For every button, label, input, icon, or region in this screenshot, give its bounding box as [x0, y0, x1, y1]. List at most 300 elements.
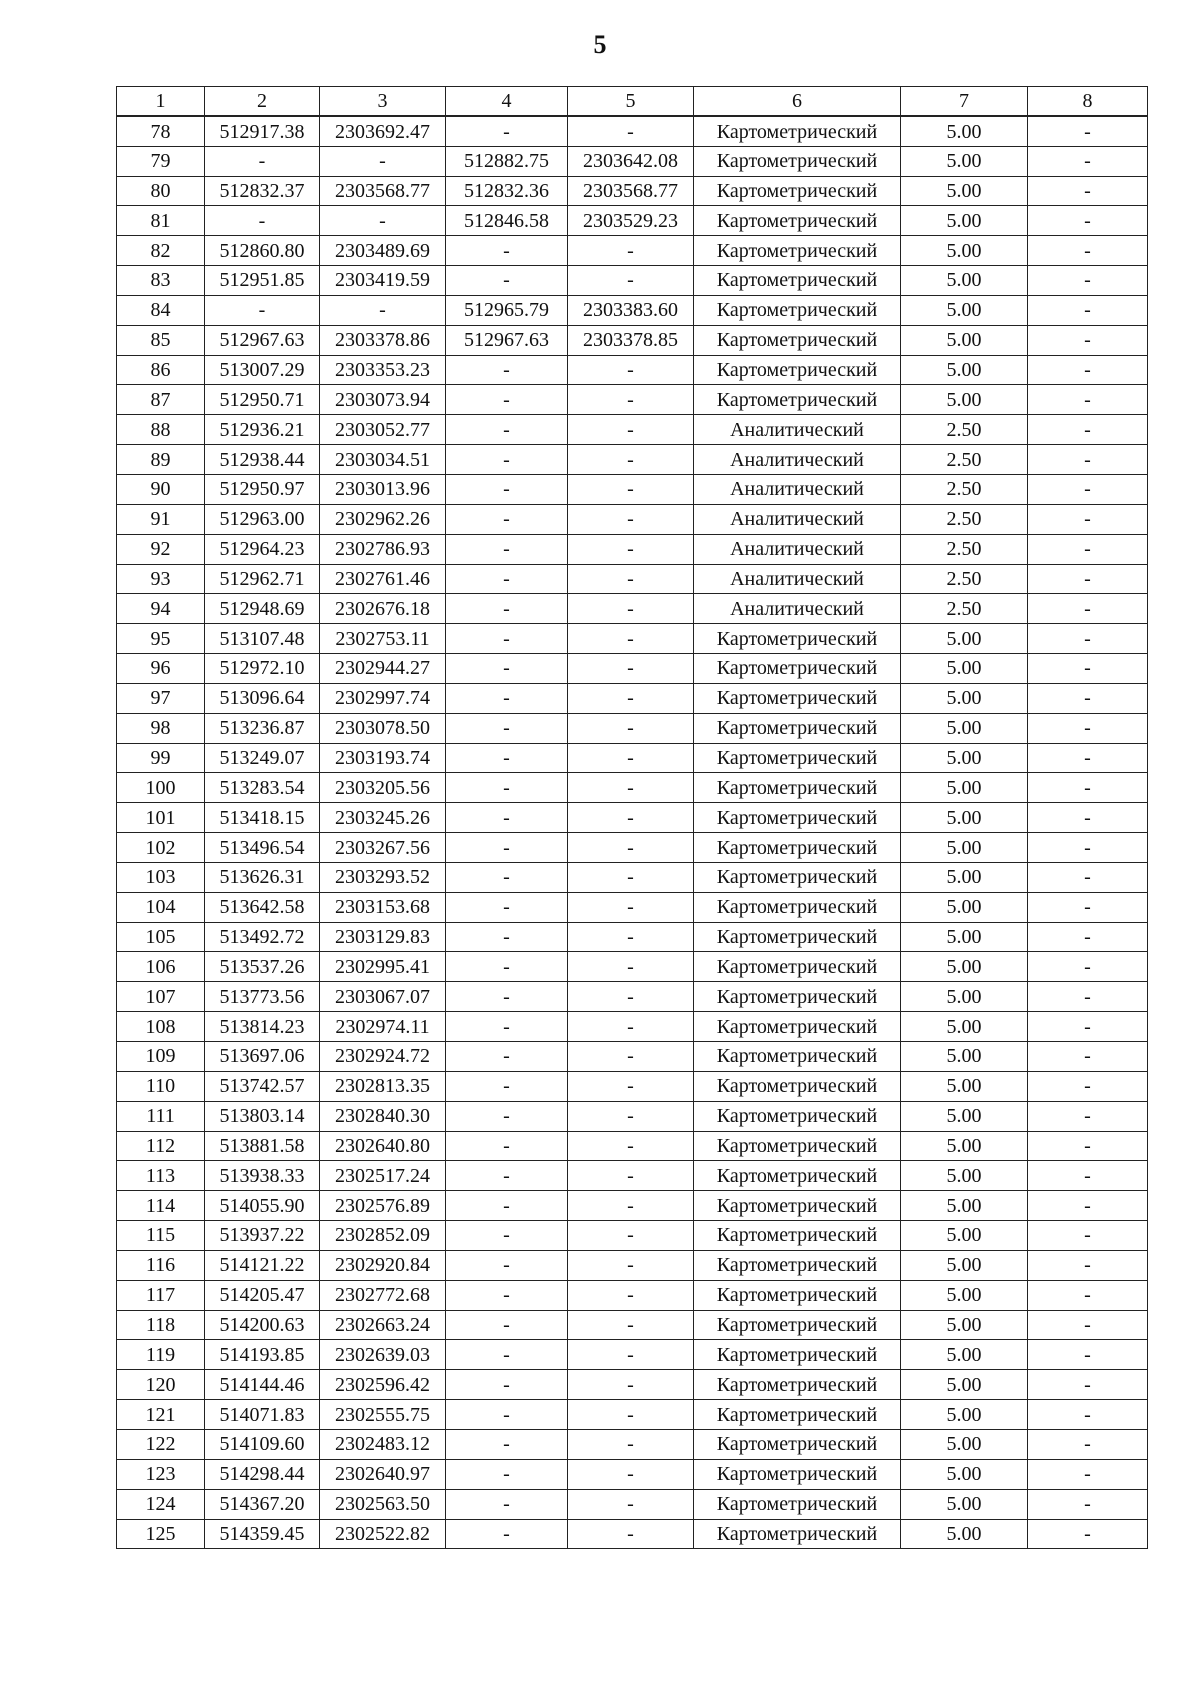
x-coordinate-cell: 513096.64 [205, 683, 320, 713]
x-coordinate-alt-cell: - [446, 1221, 568, 1251]
x-coordinate-alt-cell: - [446, 624, 568, 654]
table-row [117, 1400, 1148, 1430]
point-number-cell: 92 [117, 534, 205, 564]
table-row [117, 1012, 1148, 1042]
table-row [117, 952, 1148, 982]
method-cell: Картометрический [694, 1429, 901, 1459]
point-number-cell: 109 [117, 1042, 205, 1072]
y-coordinate-cell: 2303067.07 [320, 982, 446, 1012]
note-cell: - [1028, 1161, 1148, 1191]
y-coordinate-alt-cell: - [568, 445, 694, 475]
y-coordinate-cell: 2303489.69 [320, 236, 446, 266]
accuracy-cell: 5.00 [901, 1280, 1028, 1310]
accuracy-cell: 5.00 [901, 982, 1028, 1012]
table-row [117, 1191, 1148, 1221]
accuracy-cell: 5.00 [901, 1519, 1028, 1549]
x-coordinate-alt-cell: - [446, 415, 568, 445]
x-coordinate-cell: 512951.85 [205, 266, 320, 296]
table-row [117, 1250, 1148, 1280]
y-coordinate-alt-cell: - [568, 922, 694, 952]
method-cell: Картометрический [694, 654, 901, 684]
table-row [117, 236, 1148, 266]
x-coordinate-cell: - [205, 146, 320, 176]
x-coordinate-alt-cell: - [446, 1250, 568, 1280]
accuracy-cell: 5.00 [901, 1191, 1028, 1221]
x-coordinate-alt-cell: - [446, 773, 568, 803]
method-cell: Картометрический [694, 1191, 901, 1221]
accuracy-cell: 5.00 [901, 1489, 1028, 1519]
accuracy-cell: 5.00 [901, 624, 1028, 654]
method-cell: Картометрический [694, 385, 901, 415]
x-coordinate-cell: 512950.97 [205, 474, 320, 504]
y-coordinate-cell: 2302753.11 [320, 624, 446, 654]
x-coordinate-alt-cell: - [446, 862, 568, 892]
y-coordinate-alt-cell: - [568, 534, 694, 564]
x-coordinate-alt-cell: - [446, 683, 568, 713]
method-cell: Картометрический [694, 1131, 901, 1161]
x-coordinate-cell: 512948.69 [205, 594, 320, 624]
accuracy-cell: 5.00 [901, 683, 1028, 713]
accuracy-cell: 2.50 [901, 445, 1028, 475]
x-coordinate-alt-cell: - [446, 1340, 568, 1370]
y-coordinate-alt-cell: - [568, 1101, 694, 1131]
y-coordinate-alt-cell: - [568, 952, 694, 982]
table-row [117, 1131, 1148, 1161]
method-cell: Картометрический [694, 266, 901, 296]
y-coordinate-alt-cell: - [568, 654, 694, 684]
note-cell: - [1028, 1012, 1148, 1042]
point-number-cell: 86 [117, 355, 205, 385]
x-coordinate-cell: 512950.71 [205, 385, 320, 415]
page-number: 5 [593, 30, 607, 59]
y-coordinate-cell: 2303013.96 [320, 474, 446, 504]
x-coordinate-cell: 513773.56 [205, 982, 320, 1012]
note-cell: - [1028, 1310, 1148, 1340]
method-cell: Картометрический [694, 1221, 901, 1251]
accuracy-cell: 5.00 [901, 1250, 1028, 1280]
x-coordinate-alt-cell: - [446, 743, 568, 773]
y-coordinate-cell: 2302997.74 [320, 683, 446, 713]
point-number-cell: 102 [117, 833, 205, 863]
note-cell: - [1028, 1400, 1148, 1430]
point-number-cell: 114 [117, 1191, 205, 1221]
note-cell: - [1028, 325, 1148, 355]
y-coordinate-alt-cell: - [568, 385, 694, 415]
y-coordinate-alt-cell: - [568, 1250, 694, 1280]
y-coordinate-alt-cell: - [568, 266, 694, 296]
x-coordinate-alt-cell: - [446, 1280, 568, 1310]
y-coordinate-cell: 2303193.74 [320, 743, 446, 773]
table-row [117, 504, 1148, 534]
y-coordinate-alt-cell: 2303383.60 [568, 295, 694, 325]
y-coordinate-cell: 2302517.24 [320, 1161, 446, 1191]
x-coordinate-alt-cell: - [446, 1042, 568, 1072]
method-cell: Картометрический [694, 236, 901, 266]
y-coordinate-alt-cell: - [568, 1071, 694, 1101]
x-coordinate-alt-cell: - [446, 1101, 568, 1131]
point-number-cell: 96 [117, 654, 205, 684]
y-coordinate-alt-cell: - [568, 1012, 694, 1042]
x-coordinate-alt-cell: - [446, 1459, 568, 1489]
y-coordinate-alt-cell: 2303378.85 [568, 325, 694, 355]
x-coordinate-alt-cell: - [446, 355, 568, 385]
table-row [117, 683, 1148, 713]
x-coordinate-cell: 513697.06 [205, 1042, 320, 1072]
method-cell: Аналитический [694, 504, 901, 534]
x-coordinate-alt-cell: - [446, 534, 568, 564]
y-coordinate-alt-cell: - [568, 116, 694, 146]
note-cell: - [1028, 594, 1148, 624]
note-cell: - [1028, 1519, 1148, 1549]
point-number-cell: 85 [117, 325, 205, 355]
accuracy-cell: 2.50 [901, 415, 1028, 445]
method-cell: Картометрический [694, 206, 901, 236]
table-row [117, 474, 1148, 504]
table-row [117, 1310, 1148, 1340]
x-coordinate-alt-cell: 512967.63 [446, 325, 568, 355]
x-coordinate-cell: 513742.57 [205, 1071, 320, 1101]
accuracy-cell: 5.00 [901, 654, 1028, 684]
accuracy-cell: 5.00 [901, 146, 1028, 176]
method-cell: Аналитический [694, 534, 901, 564]
x-coordinate-alt-cell: - [446, 385, 568, 415]
x-coordinate-alt-cell: - [446, 564, 568, 594]
point-number-cell: 91 [117, 504, 205, 534]
y-coordinate-cell: 2303034.51 [320, 445, 446, 475]
x-coordinate-alt-cell: 512965.79 [446, 295, 568, 325]
table-row [117, 325, 1148, 355]
accuracy-cell: 2.50 [901, 564, 1028, 594]
y-coordinate-cell: 2302962.26 [320, 504, 446, 534]
method-cell: Картометрический [694, 803, 901, 833]
table-row [117, 534, 1148, 564]
point-number-cell: 125 [117, 1519, 205, 1549]
point-number-cell: 93 [117, 564, 205, 594]
table-row [117, 1042, 1148, 1072]
accuracy-cell: 5.00 [901, 1012, 1028, 1042]
accuracy-cell: 5.00 [901, 236, 1028, 266]
x-coordinate-alt-cell: - [446, 1191, 568, 1221]
accuracy-cell: 5.00 [901, 1131, 1028, 1161]
note-cell: - [1028, 206, 1148, 236]
y-coordinate-cell: 2303353.23 [320, 355, 446, 385]
y-coordinate-cell: 2302483.12 [320, 1429, 446, 1459]
accuracy-cell: 5.00 [901, 1340, 1028, 1370]
x-coordinate-cell: 514055.90 [205, 1191, 320, 1221]
column-header-5: 5 [568, 87, 694, 117]
x-coordinate-alt-cell: - [446, 474, 568, 504]
column-header-8: 8 [1028, 87, 1148, 117]
table-row [117, 773, 1148, 803]
x-coordinate-alt-cell: - [446, 1400, 568, 1430]
table-body [117, 116, 1148, 1549]
point-number-cell: 116 [117, 1250, 205, 1280]
method-cell: Картометрический [694, 1400, 901, 1430]
point-number-cell: 110 [117, 1071, 205, 1101]
table-row [117, 892, 1148, 922]
y-coordinate-alt-cell: - [568, 803, 694, 833]
point-number-cell: 94 [117, 594, 205, 624]
accuracy-cell: 5.00 [901, 773, 1028, 803]
y-coordinate-cell: 2302772.68 [320, 1280, 446, 1310]
x-coordinate-cell: 512964.23 [205, 534, 320, 564]
note-cell: - [1028, 1370, 1148, 1400]
note-cell: - [1028, 176, 1148, 206]
method-cell: Картометрический [694, 713, 901, 743]
note-cell: - [1028, 116, 1148, 146]
accuracy-cell: 5.00 [901, 743, 1028, 773]
y-coordinate-alt-cell: - [568, 773, 694, 803]
note-cell: - [1028, 445, 1148, 475]
note-cell: - [1028, 504, 1148, 534]
table-row [117, 1071, 1148, 1101]
y-coordinate-cell: 2302663.24 [320, 1310, 446, 1340]
x-coordinate-cell: 512860.80 [205, 236, 320, 266]
method-cell: Картометрический [694, 624, 901, 654]
column-header-2: 2 [205, 87, 320, 117]
y-coordinate-alt-cell: 2303529.23 [568, 206, 694, 236]
method-cell: Аналитический [694, 474, 901, 504]
accuracy-cell: 5.00 [901, 833, 1028, 863]
x-coordinate-alt-cell: - [446, 236, 568, 266]
accuracy-cell: 2.50 [901, 474, 1028, 504]
y-coordinate-cell: 2303073.94 [320, 385, 446, 415]
table-row [117, 1221, 1148, 1251]
point-number-cell: 100 [117, 773, 205, 803]
point-number-cell: 101 [117, 803, 205, 833]
method-cell: Картометрический [694, 355, 901, 385]
note-cell: - [1028, 385, 1148, 415]
accuracy-cell: 5.00 [901, 1071, 1028, 1101]
y-coordinate-alt-cell: - [568, 474, 694, 504]
y-coordinate-alt-cell: - [568, 624, 694, 654]
x-coordinate-cell: 513418.15 [205, 803, 320, 833]
x-coordinate-cell: 512967.63 [205, 325, 320, 355]
method-cell: Картометрический [694, 1042, 901, 1072]
x-coordinate-alt-cell: - [446, 1012, 568, 1042]
x-coordinate-cell: 513496.54 [205, 833, 320, 863]
y-coordinate-cell: 2302596.42 [320, 1370, 446, 1400]
note-cell: - [1028, 146, 1148, 176]
table-row [117, 1459, 1148, 1489]
method-cell: Аналитический [694, 415, 901, 445]
table-row [117, 445, 1148, 475]
note-cell: - [1028, 683, 1148, 713]
table-row [117, 415, 1148, 445]
x-coordinate-cell: 513642.58 [205, 892, 320, 922]
x-coordinate-alt-cell: - [446, 952, 568, 982]
y-coordinate-cell: - [320, 206, 446, 236]
y-coordinate-cell: 2303568.77 [320, 176, 446, 206]
method-cell: Картометрический [694, 922, 901, 952]
point-number-cell: 82 [117, 236, 205, 266]
x-coordinate-alt-cell: - [446, 982, 568, 1012]
method-cell: Картометрический [694, 1459, 901, 1489]
point-number-cell: 108 [117, 1012, 205, 1042]
y-coordinate-alt-cell: - [568, 1161, 694, 1191]
point-number-cell: 89 [117, 445, 205, 475]
y-coordinate-cell: 2302761.46 [320, 564, 446, 594]
accuracy-cell: 5.00 [901, 892, 1028, 922]
y-coordinate-cell: - [320, 295, 446, 325]
method-cell: Картометрический [694, 1071, 901, 1101]
table-row [117, 206, 1148, 236]
method-cell: Картометрический [694, 1250, 901, 1280]
table-row [117, 1519, 1148, 1549]
table-row [117, 385, 1148, 415]
method-cell: Картометрический [694, 862, 901, 892]
y-coordinate-cell: 2302563.50 [320, 1489, 446, 1519]
method-cell: Аналитический [694, 594, 901, 624]
point-number-cell: 83 [117, 266, 205, 296]
note-cell: - [1028, 1042, 1148, 1072]
table-row [117, 624, 1148, 654]
accuracy-cell: 5.00 [901, 385, 1028, 415]
x-coordinate-cell: 514144.46 [205, 1370, 320, 1400]
y-coordinate-cell: 2302974.11 [320, 1012, 446, 1042]
y-coordinate-cell: 2302640.97 [320, 1459, 446, 1489]
x-coordinate-alt-cell: - [446, 803, 568, 833]
point-number-cell: 124 [117, 1489, 205, 1519]
method-cell: Картометрический [694, 1012, 901, 1042]
note-cell: - [1028, 1131, 1148, 1161]
method-cell: Картометрический [694, 325, 901, 355]
point-number-cell: 80 [117, 176, 205, 206]
column-header-3: 3 [320, 87, 446, 117]
y-coordinate-alt-cell: - [568, 564, 694, 594]
x-coordinate-cell: 513881.58 [205, 1131, 320, 1161]
method-cell: Картометрический [694, 1489, 901, 1519]
point-number-cell: 120 [117, 1370, 205, 1400]
table-row [117, 355, 1148, 385]
note-cell: - [1028, 654, 1148, 684]
method-cell: Картометрический [694, 1310, 901, 1340]
point-number-cell: 122 [117, 1429, 205, 1459]
y-coordinate-cell: 2303692.47 [320, 116, 446, 146]
note-cell: - [1028, 1280, 1148, 1310]
y-coordinate-alt-cell: - [568, 743, 694, 773]
note-cell: - [1028, 295, 1148, 325]
y-coordinate-cell: 2302555.75 [320, 1400, 446, 1430]
note-cell: - [1028, 534, 1148, 564]
y-coordinate-alt-cell: - [568, 1221, 694, 1251]
x-coordinate-alt-cell: - [446, 1429, 568, 1459]
x-coordinate-alt-cell: - [446, 713, 568, 743]
note-cell: - [1028, 862, 1148, 892]
point-number-cell: 121 [117, 1400, 205, 1430]
x-coordinate-alt-cell: - [446, 266, 568, 296]
x-coordinate-cell: 512938.44 [205, 445, 320, 475]
y-coordinate-alt-cell: - [568, 1519, 694, 1549]
x-coordinate-cell: 513814.23 [205, 1012, 320, 1042]
table-row [117, 922, 1148, 952]
y-coordinate-alt-cell: - [568, 355, 694, 385]
table-row [117, 1161, 1148, 1191]
accuracy-cell: 5.00 [901, 922, 1028, 952]
note-cell: - [1028, 773, 1148, 803]
method-cell: Картометрический [694, 773, 901, 803]
accuracy-cell: 5.00 [901, 1429, 1028, 1459]
note-cell: - [1028, 1459, 1148, 1489]
point-number-cell: 99 [117, 743, 205, 773]
y-coordinate-alt-cell: - [568, 236, 694, 266]
y-coordinate-cell: 2303267.56 [320, 833, 446, 863]
accuracy-cell: 5.00 [901, 862, 1028, 892]
point-number-cell: 98 [117, 713, 205, 743]
x-coordinate-cell: 514121.22 [205, 1250, 320, 1280]
method-cell: Аналитический [694, 445, 901, 475]
note-cell: - [1028, 1250, 1148, 1280]
method-cell: Картометрический [694, 1519, 901, 1549]
y-coordinate-alt-cell: - [568, 1310, 694, 1340]
y-coordinate-alt-cell: - [568, 594, 694, 624]
method-cell: Картометрический [694, 683, 901, 713]
accuracy-cell: 5.00 [901, 1221, 1028, 1251]
note-cell: - [1028, 624, 1148, 654]
accuracy-cell: 5.00 [901, 1370, 1028, 1400]
point-number-cell: 118 [117, 1310, 205, 1340]
note-cell: - [1028, 1101, 1148, 1131]
y-coordinate-cell: 2302813.35 [320, 1071, 446, 1101]
note-cell: - [1028, 355, 1148, 385]
x-coordinate-cell: 512936.21 [205, 415, 320, 445]
x-coordinate-cell: 512963.00 [205, 504, 320, 534]
x-coordinate-alt-cell: - [446, 1310, 568, 1340]
y-coordinate-alt-cell: - [568, 1191, 694, 1221]
x-coordinate-cell: 514359.45 [205, 1519, 320, 1549]
method-cell: Картометрический [694, 982, 901, 1012]
x-coordinate-cell: 512972.10 [205, 654, 320, 684]
y-coordinate-alt-cell: 2303568.77 [568, 176, 694, 206]
point-number-cell: 105 [117, 922, 205, 952]
y-coordinate-alt-cell: - [568, 982, 694, 1012]
point-number-cell: 111 [117, 1101, 205, 1131]
x-coordinate-cell: 513537.26 [205, 952, 320, 982]
x-coordinate-alt-cell: - [446, 1489, 568, 1519]
point-number-cell: 88 [117, 415, 205, 445]
accuracy-cell: 5.00 [901, 266, 1028, 296]
x-coordinate-alt-cell: - [446, 504, 568, 534]
accuracy-cell: 2.50 [901, 594, 1028, 624]
y-coordinate-alt-cell: - [568, 713, 694, 743]
y-coordinate-alt-cell: - [568, 504, 694, 534]
x-coordinate-cell: 512917.38 [205, 116, 320, 146]
y-coordinate-cell: 2302639.03 [320, 1340, 446, 1370]
x-coordinate-alt-cell: - [446, 594, 568, 624]
y-coordinate-cell: 2302995.41 [320, 952, 446, 982]
coordinates-table [116, 86, 1148, 1549]
point-number-cell: 104 [117, 892, 205, 922]
x-coordinate-alt-cell: - [446, 1370, 568, 1400]
x-coordinate-cell: 514298.44 [205, 1459, 320, 1489]
table-row [117, 1370, 1148, 1400]
y-coordinate-cell: 2302920.84 [320, 1250, 446, 1280]
x-coordinate-cell: 513803.14 [205, 1101, 320, 1131]
table-row [117, 862, 1148, 892]
x-coordinate-cell: 513007.29 [205, 355, 320, 385]
accuracy-cell: 5.00 [901, 713, 1028, 743]
x-coordinate-cell: 513236.87 [205, 713, 320, 743]
point-number-cell: 95 [117, 624, 205, 654]
method-cell: Картометрический [694, 1101, 901, 1131]
x-coordinate-alt-cell: - [446, 1071, 568, 1101]
x-coordinate-cell: 513249.07 [205, 743, 320, 773]
y-coordinate-cell: 2302640.80 [320, 1131, 446, 1161]
y-coordinate-cell: 2302522.82 [320, 1519, 446, 1549]
note-cell: - [1028, 415, 1148, 445]
method-cell: Картометрический [694, 952, 901, 982]
y-coordinate-alt-cell: - [568, 683, 694, 713]
